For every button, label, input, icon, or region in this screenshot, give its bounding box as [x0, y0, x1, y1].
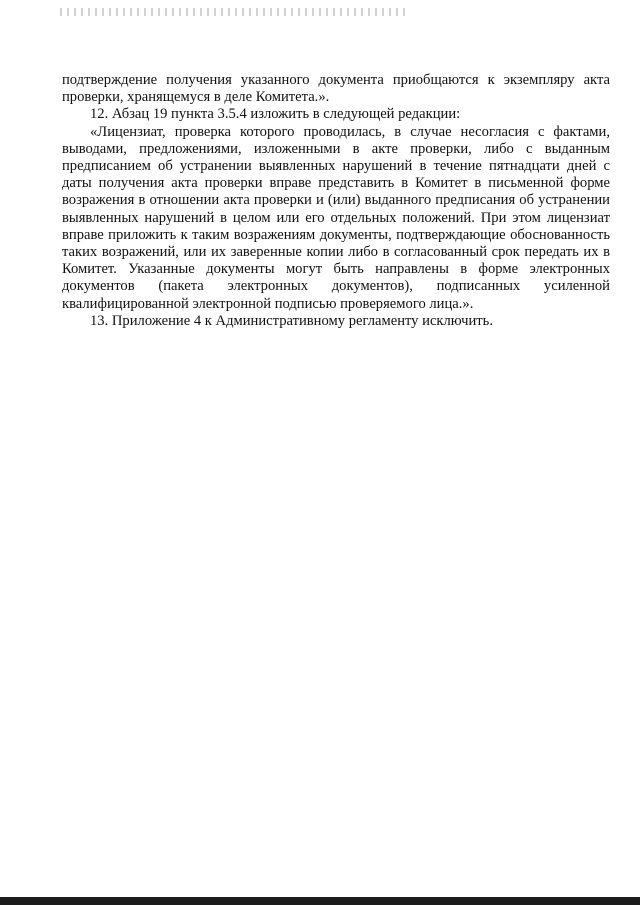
paragraph-continuation: подтверждение получения указанного документа приобщаются к экземпляру акта проверки, хранящемуся в деле Комитета.». [62, 72, 610, 106]
paragraph-item-13: 13. Приложение 4 к Административному регламенту исключить. [90, 312, 493, 329]
paragraph-quoted-text: «Лицензиат, проверка которого проводилась, в случае несогласия с фактами, выводами, предложениями, изложенными в акте проверки, либо с выданным предписанием об устранении выявленных нарушений в течение пятнадцати дней с даты получения акта проверки вправе представить в Комитет в письменной форме возражения в отношении акта проверки и (или) выданного предписания об устранении выявленных нарушений в целом или его отдельных положений. При этом лицензиат вправе приложить к таким возражениям документы, подтверждающие обоснованность таких возражений, или их заверенные копии либо в согласованный срок передать их в Комитет. Указанные документы могут быть направлены в форме электронных документов (пакета электронных документов), подписанных усиленной квалифицированной электронной подписью проверяемого лица.». [62, 123, 610, 312]
scan-artifact-top [60, 8, 410, 16]
document-body [62, 72, 610, 330]
scan-artifact-bottom [0, 897, 640, 905]
paragraph-item-12: 12. Абзац 19 пункта 3.5.4 изложить в следующей редакции: [90, 106, 461, 123]
